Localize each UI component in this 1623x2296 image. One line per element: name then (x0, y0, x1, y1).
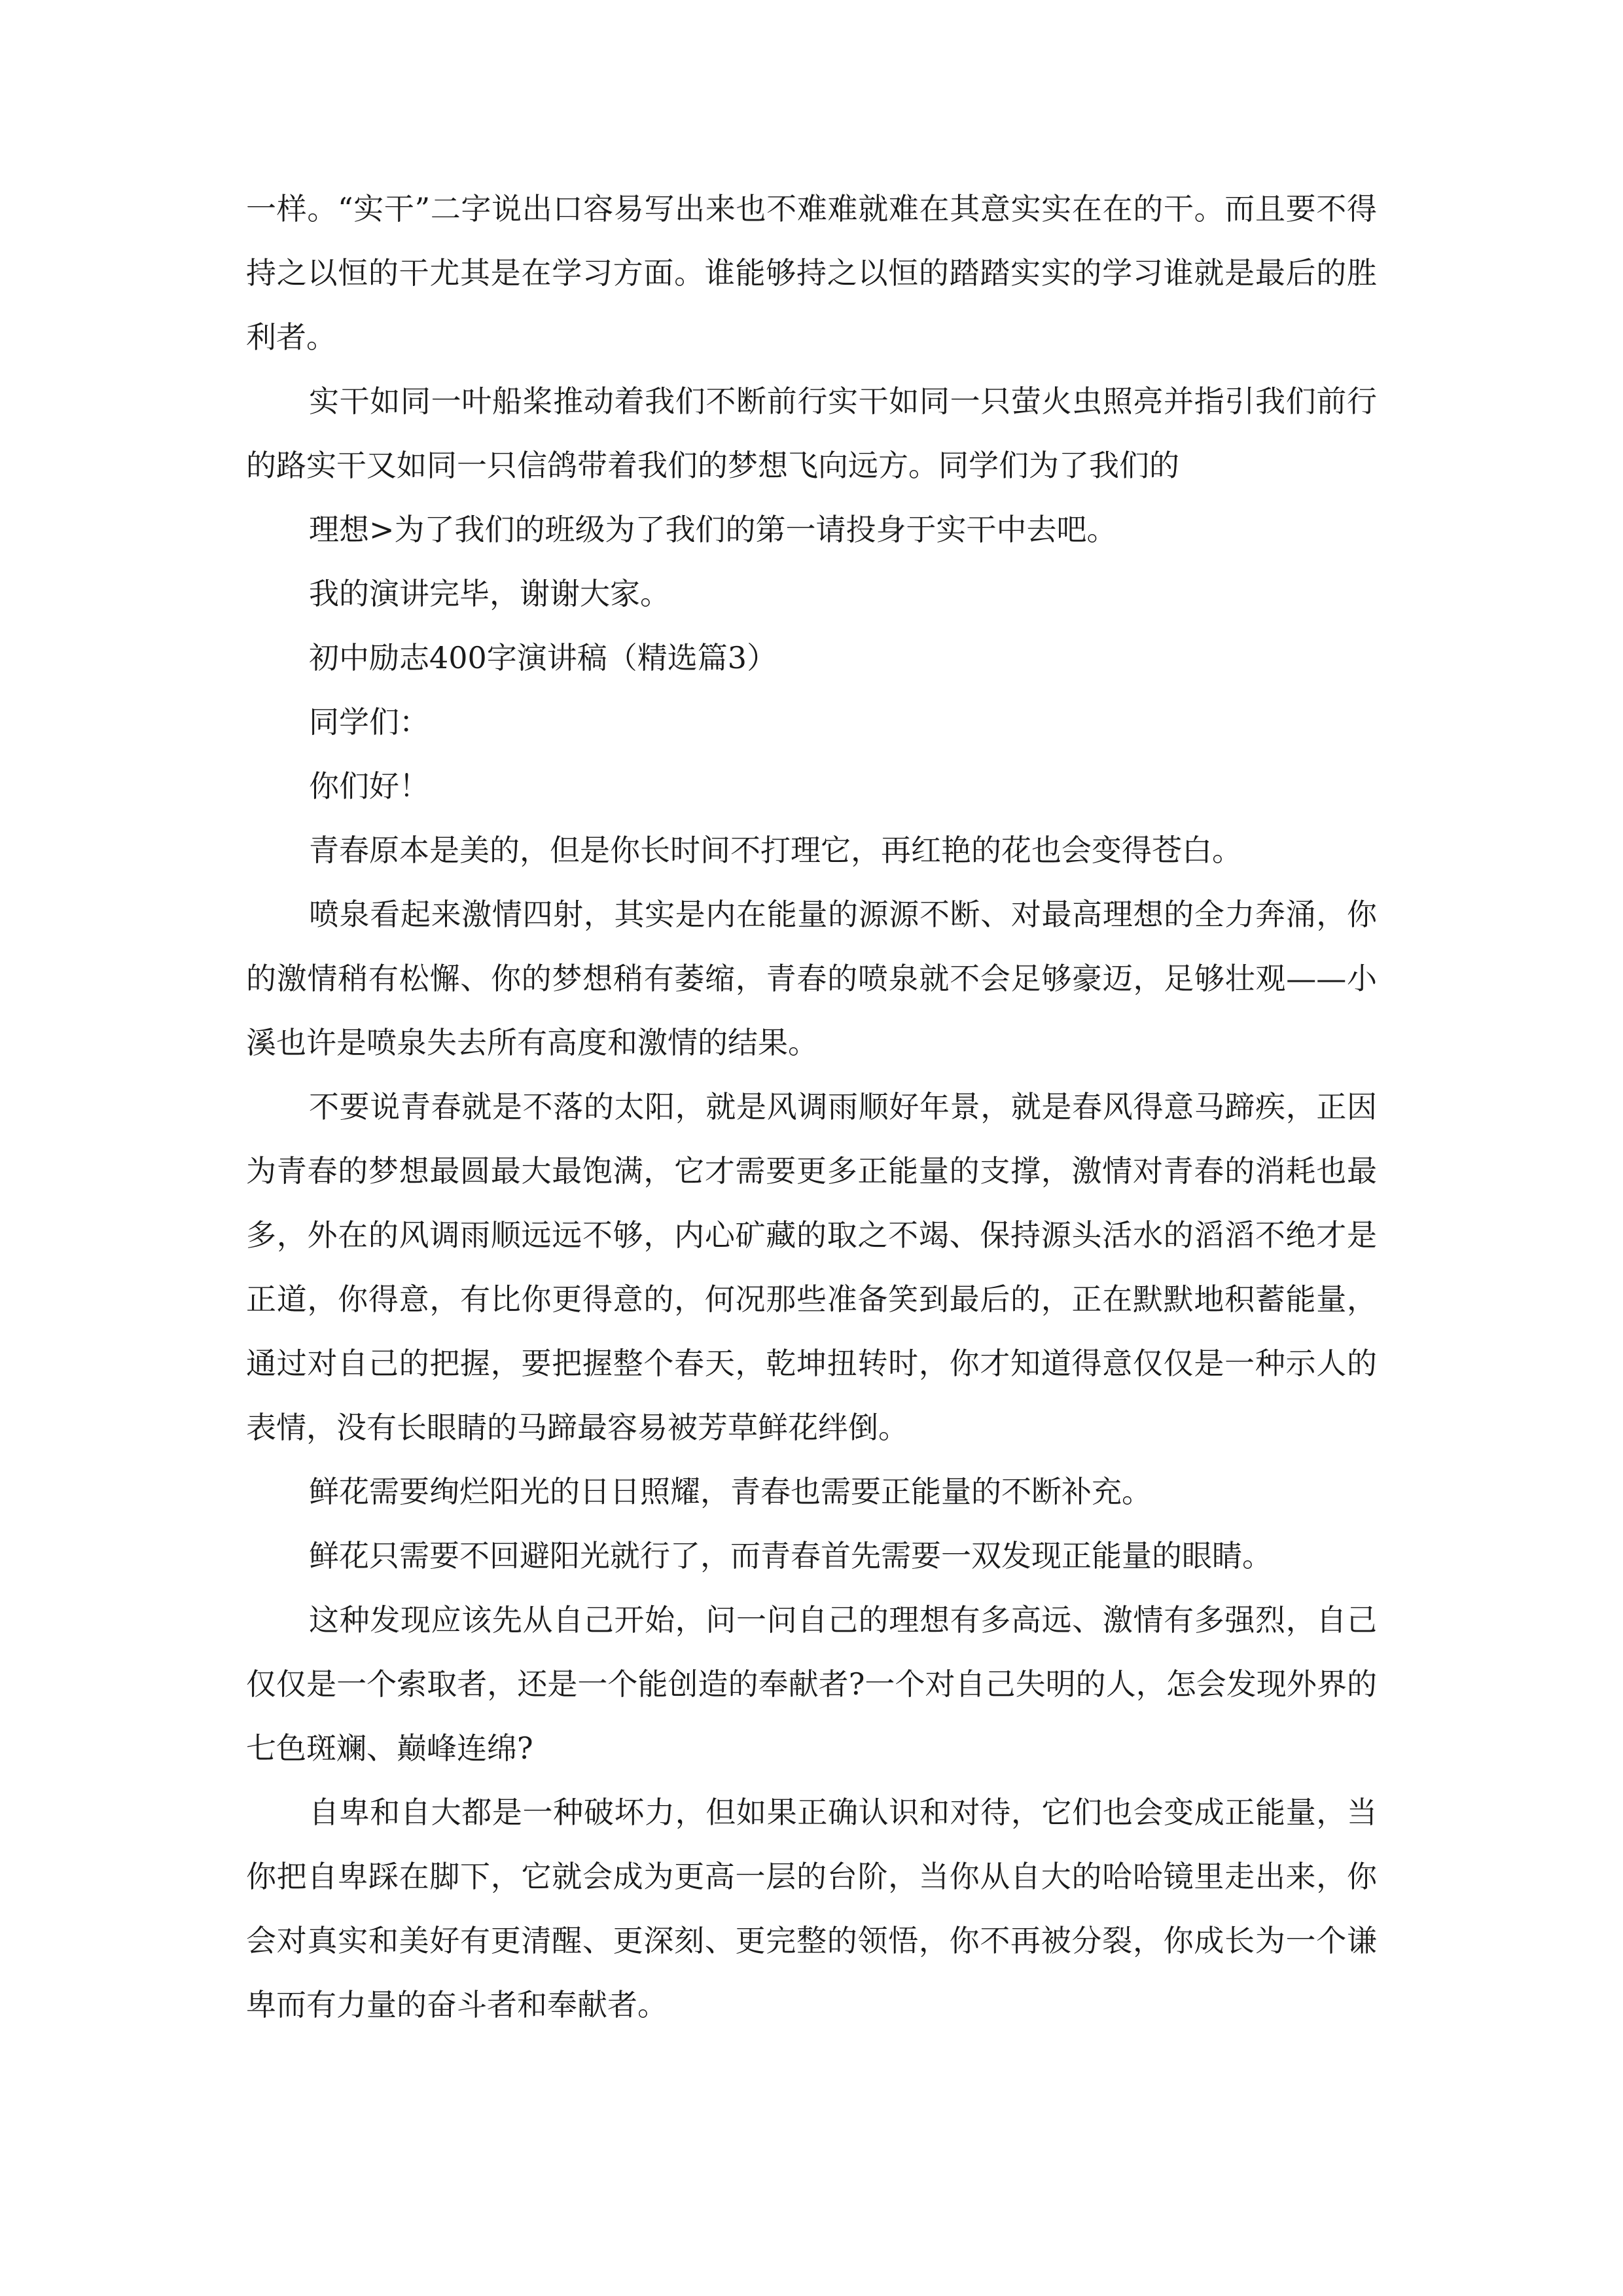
greeting: 你们好！ (309, 768, 429, 804)
paragraph-1: 一样。“实干”二字说出口容易写出来也不难难就难在其意实实在在的干。而且要不得持之以恒的干尤其是在学习方面。谁能够持之以恒的踏踏实实的学习谁就是最后的胜利者。 (246, 191, 1377, 355)
paragraph-11: 鲜花需要绚烂阳光的日日照耀，青春也需要正能量的不断补充。 (309, 1474, 1152, 1509)
paragraph-14: 自卑和自大都是一种破坏力，但如果正确认识和对待，它们也会变成正能量，当你把自卑踩在脚下，它就会成为更高一层的台阶，当你从自大的哈哈镜里走出来，你会对真实和美好有更清醒、更深刻、更完整的领悟，你不再被分裂，你成长为一个谦卑而有力量的奋斗者和奉献者。 (246, 1795, 1377, 2022)
document-body (246, 177, 1377, 2037)
salutation: 同学们： (309, 704, 429, 740)
closing-line: 我的演讲完毕，谢谢大家。 (309, 576, 670, 611)
section-heading: 初中励志400字演讲稿（精选篇3） (309, 640, 777, 675)
paragraph-12: 鲜花只需要不回避阳光就行了，而青春首先需要一双发现正能量的眼睛。 (309, 1538, 1272, 1573)
paragraph-3: 理想>为了我们的班级为了我们的第一请投身于实干中去吧。 (309, 512, 1117, 547)
paragraph-8: 青春原本是美的，但是你长时间不打理它，再红艳的花也会变得苍白。 (309, 833, 1242, 868)
paragraph-2: 实干如同一叶船桨推动着我们不断前行实干如同一只萤火虫照亮并指引我们前行的路实干又如同一只信鸽带着我们的梦想飞向远方。同学们为了我们的 (246, 384, 1377, 483)
paragraph-13: 这种发现应该先从自己开始，问一问自己的理想有多高远、激情有多强烈，自己仅仅是一个索取者，还是一个能创造的奉献者?一个对自己失明的人，怎会发现外界的七色斑斓、巅峰连绵? (246, 1602, 1377, 1766)
paragraph-10: 不要说青春就是不落的太阳，就是风调雨顺好年景，就是春风得意马蹄疾，正因为青春的梦想最圆最大最饱满，它才需要更多正能量的支撑，激情对青春的消耗也最多，外在的风调雨顺远远不够，内心矿藏的取之不竭、保持源头活水的滔滔不绝才是正道，你得意，有比你更得意的，何况那些准备笑到最后的，正在默默地积蓄能量，通过对自己的把握，要把握整个春天，乾坤扭转时，你才知道得意仅仅是一种示人的表情，没有长眼睛的马蹄最容易被芳草鲜花绊倒。 (246, 1089, 1377, 1445)
paragraph-9: 喷泉看起来激情四射，其实是内在能量的源源不断、对最高理想的全力奔涌，你的激情稍有松懈、你的梦想稍有萎缩，青春的喷泉就不会足够豪迈，足够壮观——小溪也许是喷泉失去所有高度和激情的结果。 (246, 897, 1377, 1060)
